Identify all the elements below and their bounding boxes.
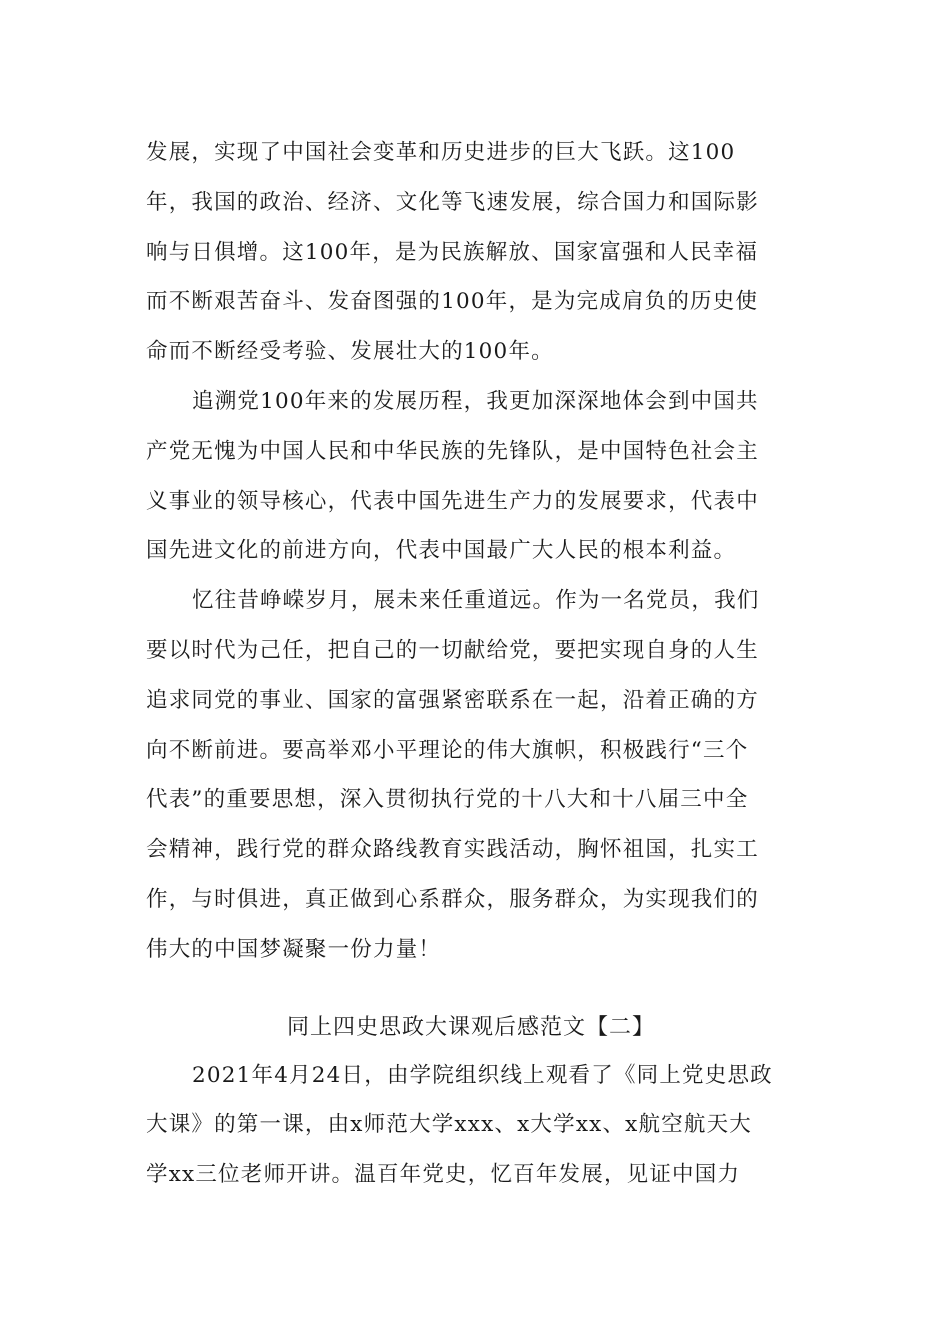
paragraph-development-100-years: 发展，实现了中国社会变革和历史进步的巨大飞跃。这100 年，我国的政治、经济、文化等飞速发展，综合国力和国际影 响与日俱增。这100年，是为民族解放、国家富强和人民幸福 而不断艰苦奋斗、发奋图强的100年，是为完成肩负的历史使 命而不断经受考验、发展壮大的100年。	[146, 140, 759, 365]
paragraph-april-24-lecture: 2021年4月24日，由学院组织线上观看了《同上党史思政 大课》的第一课，由x师范大学xxx、x大学xx、x航空航天大 学xx三位老师开讲。温百年党史，忆百年发展，见证中国力	[146, 1062, 773, 1188]
paragraph-recalling-past-years: 忆往昔峥嵘岁月，展未来任重道远。作为一名党员，我们 要以时代为己任，把自己的一切献给党，要把实现自身的人生 追求同党的事业、国家的富强紧密联系在一起，沿着正确的方 向不断前进。要高举邓小平理论的伟大旗帜，积极践行“三个 代表”的重要思想，深入贯彻执行党的十八大和十八届三中全 会精神，践行党的群众路线教育实践活动，胸怀祖国，扎实工 作，与时俱进，真正做到心系群众，服务群众，为实现我们的 伟大的中国梦凝聚一份力量！	[146, 588, 760, 962]
paragraph-tracing-party-history: 追溯党100年来的发展历程，我更加深深地体会到中国共 产党无愧为中国人民和中华民族的先锋队，是中国特色社会主 义事业的领导核心，代表中国先进生产力的发展要求，代表中 国先进文化的前进方向，代表中国最广大人民的根本利益。	[146, 388, 759, 564]
document-body	[146, 128, 796, 1200]
section-title: 同上四史思政大课观后感范文【二】	[286, 1014, 655, 1040]
